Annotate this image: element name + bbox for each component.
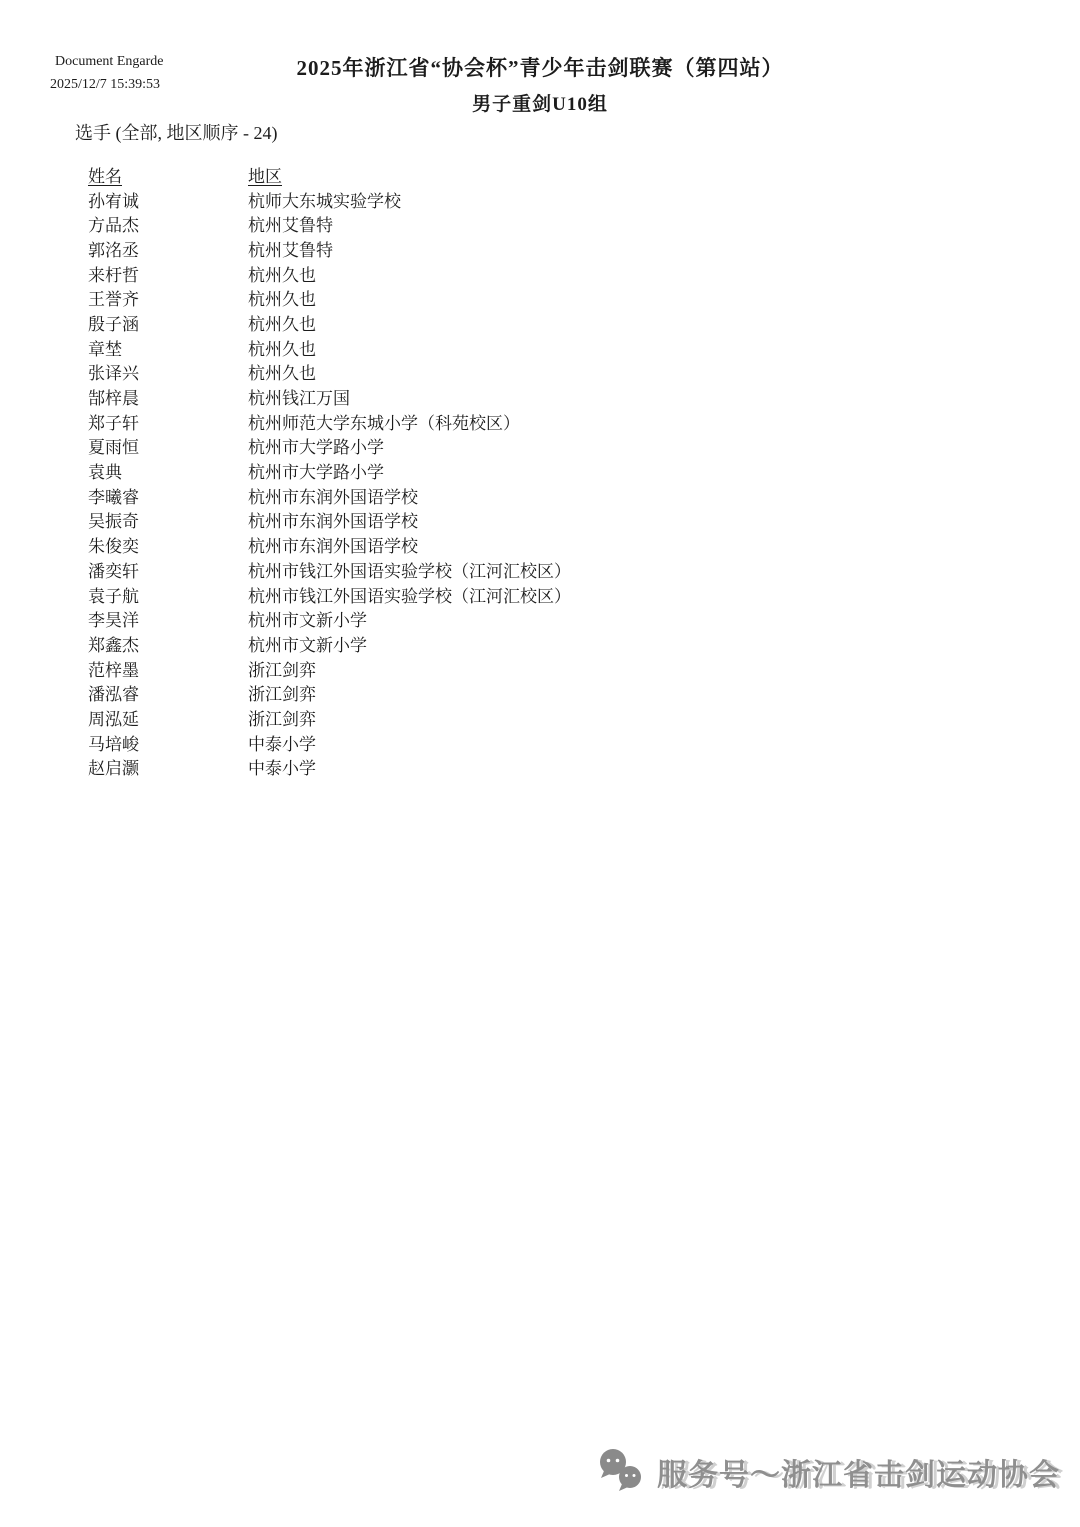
table-row: [88, 335, 571, 360]
player-name: 朱俊奕: [88, 537, 139, 557]
player-name: 周泓延: [88, 709, 139, 729]
table-row: [88, 236, 571, 261]
player-name: 章埜: [88, 339, 122, 359]
player-region: 杭师大东城实验学校: [248, 191, 401, 211]
player-name: 郜梓晨: [88, 389, 139, 409]
table-row: [88, 606, 571, 631]
player-region: 中泰小学: [248, 734, 316, 754]
player-region: 杭州久也: [248, 364, 316, 384]
table-row: [88, 631, 571, 656]
player-region: 杭州市东润外国语学校: [248, 537, 418, 557]
player-region: 杭州师范大学东城小学（科苑校区）: [248, 413, 520, 433]
wechat-bubbles-icon: [598, 1448, 648, 1496]
table-row: [88, 434, 571, 459]
section-label: 选手 (全部, 地区顺序 - 24): [75, 123, 278, 143]
player-name: 方品杰: [88, 216, 139, 236]
player-region: 浙江剑弈: [248, 685, 316, 705]
player-region: 杭州市大学路小学: [248, 438, 384, 458]
table-row: [88, 310, 571, 335]
player-name: 夏雨恒: [88, 438, 139, 458]
table-row: [88, 360, 571, 385]
table-header-row: [88, 162, 571, 187]
player-region: 杭州市东润外国语学校: [248, 512, 418, 532]
player-region: 杭州久也: [248, 265, 316, 285]
generator-name: Document Engarde: [55, 54, 164, 69]
table-row: [88, 409, 571, 434]
table-row: [88, 730, 571, 755]
player-region: 杭州久也: [248, 339, 316, 359]
generated-datetime: 2025/12/7 15:39:53: [50, 77, 161, 92]
column-header-region: 地区: [248, 166, 282, 186]
table-row: [88, 458, 571, 483]
player-name: 赵启灏: [88, 759, 139, 779]
table-row: [88, 508, 571, 533]
column-header-name: 姓名: [88, 166, 122, 186]
player-name: 殷子涵: [88, 314, 139, 334]
player-region: 杭州艾鲁特: [248, 216, 333, 236]
player-name: 郑鑫杰: [88, 635, 139, 655]
player-name: 吴振奇: [88, 512, 139, 532]
table-row: [88, 285, 571, 310]
table-row: [88, 755, 571, 780]
table-row: [88, 211, 571, 236]
player-region: 中泰小学: [248, 759, 316, 779]
table-row: [88, 483, 571, 508]
player-region: 杭州久也: [248, 290, 316, 310]
player-name: 郑子轩: [88, 413, 139, 433]
player-region: 杭州市钱江外国语实验学校（江河汇校区）: [248, 561, 571, 581]
watermark-text: 服务号～浙江省击剑运动协会: [657, 1459, 1060, 1492]
competition-title: 2025年浙江省“协会杯”青少年击剑联赛（第四站）: [296, 56, 784, 80]
player-name: 李昊洋: [88, 611, 139, 631]
player-region: 杭州市钱江外国语实验学校（江河汇校区）: [248, 586, 571, 606]
player-region: 杭州市文新小学: [248, 611, 367, 631]
player-name: 王誉齐: [88, 290, 139, 310]
table-row: [88, 705, 571, 730]
event-category-title: 男子重剑U10组: [472, 94, 608, 115]
watermark: [598, 1448, 1060, 1496]
player-name: 袁子航: [88, 586, 139, 606]
table-row: [88, 532, 571, 557]
player-region: 杭州久也: [248, 314, 316, 334]
player-name: 郭洺丞: [88, 240, 139, 260]
player-region: 杭州市大学路小学: [248, 463, 384, 483]
table-row: [88, 680, 571, 705]
player-region: 浙江剑弈: [248, 660, 316, 680]
player-region: 杭州市文新小学: [248, 635, 367, 655]
players-table: [88, 162, 571, 779]
table-row: [88, 656, 571, 681]
player-name: 范梓墨: [88, 660, 139, 680]
document-header: [0, 52, 1080, 116]
player-name: 袁典: [88, 463, 122, 483]
table-row: [88, 582, 571, 607]
table-row: [88, 557, 571, 582]
player-name: 孙宥诚: [88, 191, 139, 211]
player-region: 浙江剑弈: [248, 709, 316, 729]
player-name: 来杅哲: [88, 265, 139, 285]
player-name: 潘奕轩: [88, 561, 139, 581]
player-region: 杭州艾鲁特: [248, 240, 333, 260]
table-row: [88, 384, 571, 409]
player-name: 马培峻: [88, 734, 139, 754]
table-row: [88, 187, 571, 212]
table-row: [88, 261, 571, 286]
player-region: 杭州钱江万国: [248, 389, 350, 409]
player-name: 张译兴: [88, 364, 139, 384]
player-name: 李曦睿: [88, 487, 139, 507]
player-name: 潘泓睿: [88, 685, 139, 705]
player-region: 杭州市东润外国语学校: [248, 487, 418, 507]
